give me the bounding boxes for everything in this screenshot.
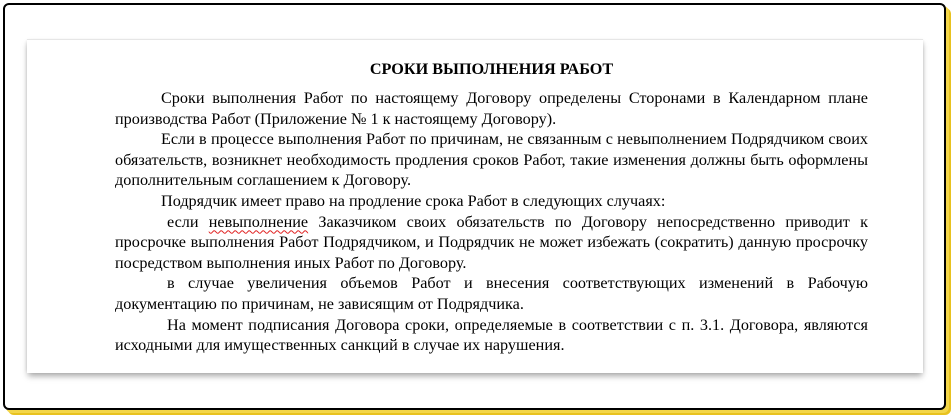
- document-page[interactable]: [27, 39, 923, 373]
- paragraph-extension-conditions: Если в процессе выполнения Работ по причинам, не связанным с невыполнением Подрядчиком своих обязательств, возникнет необходимость продления сроков Работ, такие изменения должны быть оформлены дополнительным соглашением к Договору.: [115, 130, 868, 190]
- paragraph-contractor-right: Подрядчик имеет право на продление срока Работ в следующих случаях:: [161, 191, 666, 210]
- item-text-before: если: [167, 212, 209, 231]
- screenshot-frame: [3, 3, 946, 410]
- paragraph-deadlines: Сроки выполнения Работ по настоящему Договору определены Сторонами в Календарном плане производства Работ (Приложение № 1 к настоящему Договору).: [115, 89, 868, 128]
- document-title: СРОКИ ВЫПОЛНЕНИЯ РАБОТ: [369, 60, 614, 78]
- spellcheck-flagged-word[interactable]: невыполнение: [208, 212, 309, 231]
- page-edge: [27, 39, 923, 40]
- paragraph-initial-terms: На момент подписания Договора сроки, определяемые в соответствии с п. 3.1. Договора, являются исходными для имущественных санкций в случае их нарушения.: [115, 315, 868, 355]
- list-item-customer-default: [115, 212, 868, 274]
- item-text-after: Заказчиком своих обязательств по Договору непосредственно приводит к просрочке выполнения Работ Подрядчиком, и Подрядчик не может избежать (сократить) данную просрочку посредством выполнения иных Работ по Договору.: [115, 212, 868, 272]
- list-item-volume-increase: в случае увеличения объемов Работ и внесения соответствующих изменений в Рабочую документацию по причинам, не зависящим от Подрядчика.: [115, 274, 868, 313]
- document-body[interactable]: [115, 59, 868, 356]
